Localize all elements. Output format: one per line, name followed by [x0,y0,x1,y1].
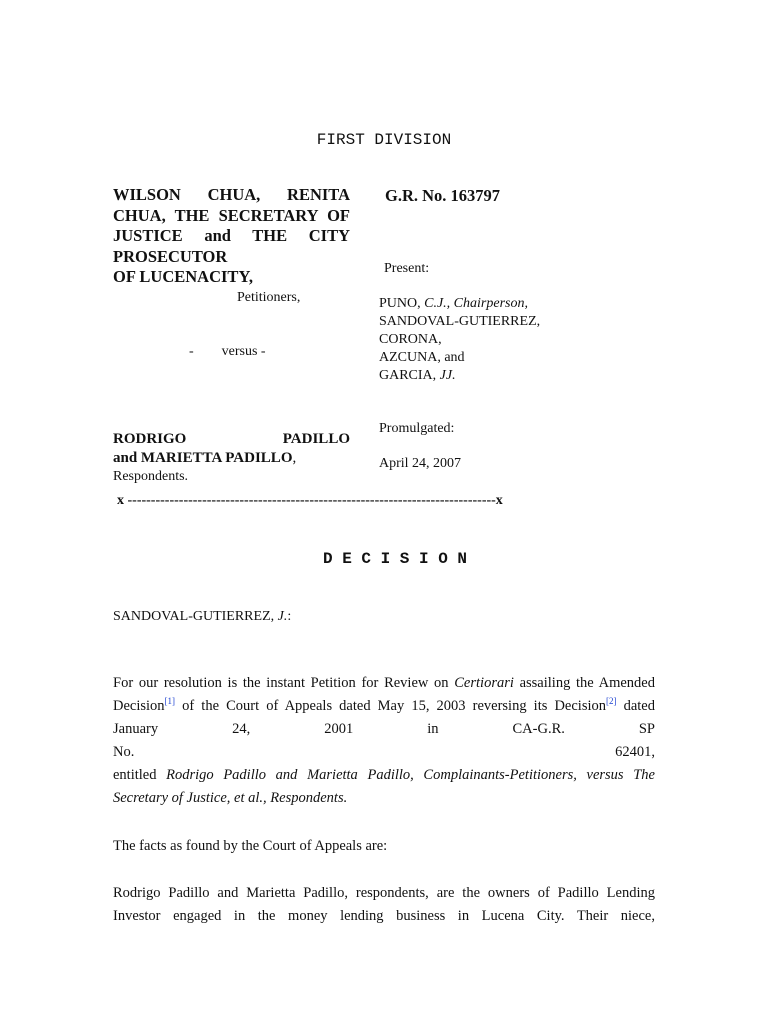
paragraph-1 [113,672,655,810]
respondent-comma: , [292,450,297,466]
case-number: G.R. No. 163797 [385,186,501,205]
justice-entry [379,367,540,385]
justice-title: C.J., Chairperson, [424,296,528,311]
separator-line: x -------------------------------------------------------------------------------x [117,493,503,508]
footnote-link-1[interactable]: [1] [164,696,176,706]
ponente-suffix: : [287,609,292,624]
paragraph-line: Secretary of Justice, et al., Respondents. [113,790,348,806]
versus-label: - versus - [189,344,266,359]
petitioner-line: WILSON CHUA, RENITA [113,185,350,204]
respondent-line: RODRIGO PADILLO [113,431,350,447]
footnote-link-2[interactable]: [2] [606,696,617,706]
justice-name: CORONA, [379,332,442,347]
justice-name: AZCUNA, and [379,350,465,365]
justices-list [379,295,540,385]
petitioner-line: CHUA, THE SECRETARY OF [113,205,350,225]
petitioners-block [113,185,350,288]
ponente-name: SANDOVAL-GUTIERREZ, [113,609,278,624]
ponente-title: J. [277,609,288,624]
respondent-names: and MARIETTA PADILLO [113,450,293,466]
ponente [113,609,291,625]
paragraph-line: entitled Rodrigo Padillo and Marietta Padillo, Complainants-Petitioners, versus The [113,767,655,783]
justice-entry [379,349,540,367]
justice-title: JJ. [439,368,456,383]
paragraph-line: Rodrigo Padillo and Marietta Padillo, respondents, are the owners of Padillo Lending [113,885,655,901]
respondents-role: Respondents. [113,469,189,484]
respondent-line [113,449,350,468]
paragraph-2: The facts as found by the Court of Appeals are: [113,838,388,854]
justice-name: PUNO, [379,296,425,311]
present-label: Present: [384,261,430,276]
justice-name: SANDOVAL-GUTIERREZ, [379,314,541,329]
respondents-block [113,430,350,468]
promulgated-date: April 24, 2007 [379,456,462,471]
paragraph-line: Investor engaged in the money lending business in Lucena City. Their niece, [113,908,655,924]
petitioner-line: PROSECUTOR [113,246,228,266]
promulgated-label: Promulgated: [379,421,455,436]
paragraph-3 [113,882,655,928]
decision-heading: D E C I S I O N [322,550,468,568]
paragraph-line: For our resolution is the instant Petition for Review on Certiorari assailing the Amended [113,675,655,691]
paragraph-line: Decision[1] of the Court of Appeals dated May 15, 2003 reversing its Decision[2] dated [113,696,655,714]
justice-entry [379,313,540,331]
paragraph-line: January 24, 2001 in CA-G.R. SP No. 62401, [113,721,655,760]
justice-name: GARCIA, [379,368,440,383]
petitioner-line: JUSTICE and THE CITY [113,226,350,245]
justice-entry [379,331,540,349]
justice-entry [379,295,540,313]
division-heading: FIRST DIVISION [316,131,452,149]
petitioners-role: Petitioners, [237,290,301,305]
petitioner-line: OF LUCENACITY, [113,267,253,286]
